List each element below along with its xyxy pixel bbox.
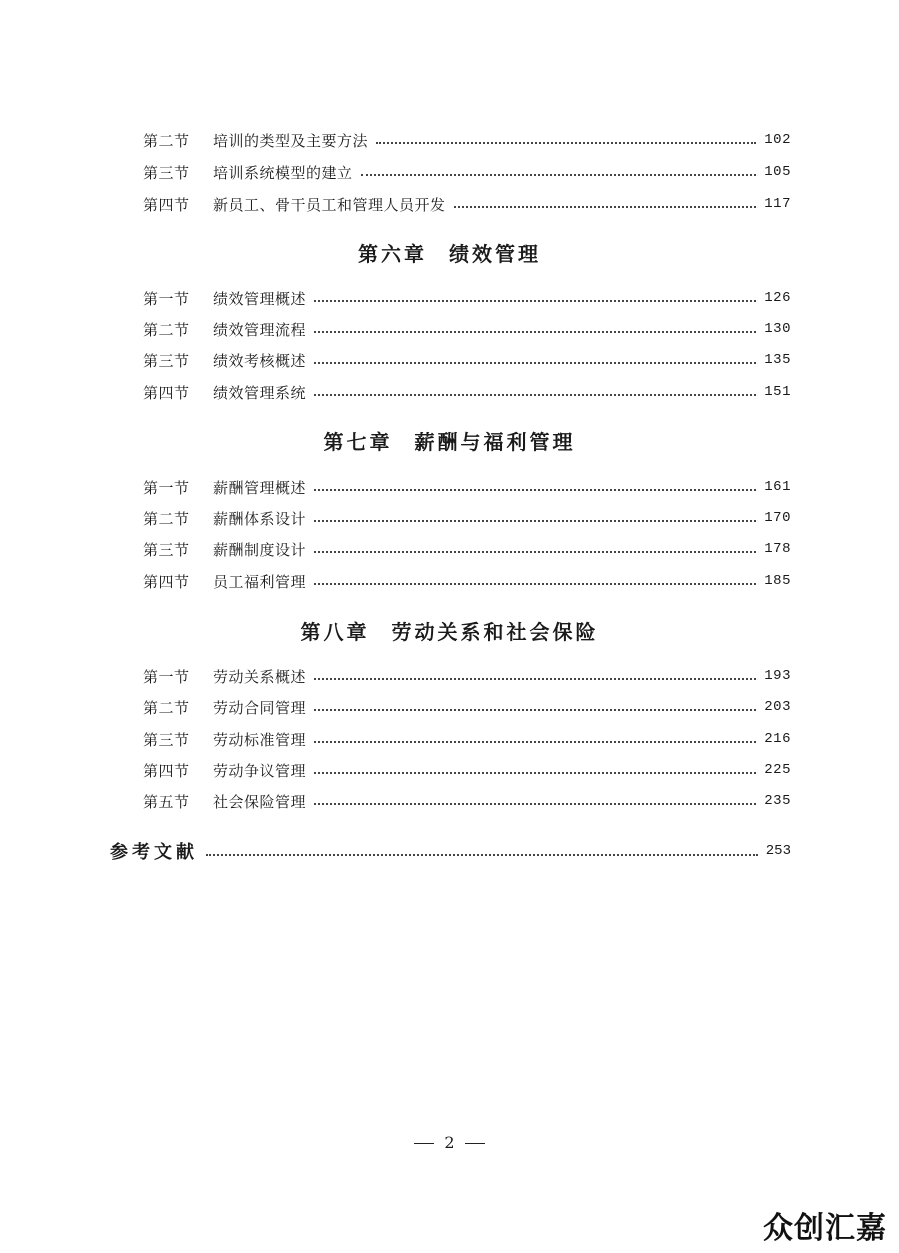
page-ref: 117 [764,196,791,212]
page-ref: 178 [764,541,791,557]
page-ref: 216 [764,731,791,747]
chapter-heading[interactable] [0,426,899,455]
toc-entry[interactable] [143,286,791,310]
toc-entry[interactable] [143,537,791,561]
chapter-title: 薪酬与福利管理 [414,430,576,454]
page-ref: 135 [764,352,791,368]
section-title: 培训的类型及主要方法 [213,131,369,150]
section-title: 劳动争议管理 [213,761,307,780]
section-title: 新员工、骨干员工和管理人员开发 [213,195,446,214]
toc-entry[interactable] [143,128,791,152]
page-ref: 151 [764,384,791,400]
toc-entry[interactable] [143,160,791,184]
dot-leader [314,707,756,711]
dot-leader [361,172,757,176]
section-title: 劳动合同管理 [213,698,307,717]
dot-leader [454,204,757,208]
page-ref: 225 [764,762,791,778]
section-number: 第二节 [143,698,190,717]
watermark-logo: 众创汇嘉 [763,1211,887,1246]
dot-leader [314,549,756,553]
toc-entry[interactable] [143,348,791,372]
page-ref: 185 [764,573,791,589]
page-ref: 126 [764,290,791,306]
page-ref: 170 [764,510,791,526]
section-title: 薪酬体系设计 [213,509,307,528]
toc-entry[interactable] [143,380,791,404]
dot-leader [314,739,756,743]
dot-leader [376,140,756,144]
section-number: 第三节 [143,730,190,749]
page-ref: 253 [765,843,791,859]
section-title: 绩效管理概述 [213,289,307,308]
section-title: 薪酬管理概述 [213,478,307,497]
section-number: 第五节 [143,792,190,811]
chapter-heading[interactable] [0,238,899,267]
section-number: 第一节 [143,289,190,308]
section-title: 员工福利管理 [213,572,307,591]
dot-leader [314,392,756,396]
page-ref: 102 [764,132,791,148]
dot-leader [206,852,758,856]
toc-entry[interactable] [143,475,791,499]
section-number: 第一节 [143,478,190,497]
section-number: 第二节 [143,509,190,528]
section-number: 第三节 [143,540,190,559]
toc-entry[interactable] [143,506,791,530]
section-number: 第四节 [143,572,190,591]
section-number: 第三节 [143,351,190,370]
dash-right [465,1143,485,1144]
section-number: 第三节 [143,163,190,182]
dot-leader [314,298,756,302]
toc-entry[interactable] [143,569,791,593]
section-number: 第四节 [143,383,190,402]
section-number: 第一节 [143,667,190,686]
page-number-value: 2 [444,1133,455,1152]
dot-leader [314,770,756,774]
toc-entry[interactable] [143,789,791,813]
toc-entry[interactable] [143,664,791,688]
references-entry[interactable] [110,838,791,864]
chapter-number: 第八章 [300,620,370,644]
page-number [0,1133,899,1152]
dot-leader [314,360,756,364]
chapter-number: 第七章 [323,430,393,454]
section-number: 第二节 [143,320,190,339]
toc-entry[interactable] [143,192,791,216]
page-ref: 105 [764,164,791,180]
section-number: 第二节 [143,131,190,150]
page-ref: 193 [764,668,791,684]
page-ref: 130 [764,321,791,337]
chapter-heading[interactable] [0,616,899,645]
toc-entry[interactable] [143,727,791,751]
section-number: 第四节 [143,761,190,780]
page-ref: 235 [764,793,791,809]
references-title: 参考文献 [110,842,198,863]
dot-leader [314,518,756,522]
section-title: 绩效管理流程 [213,320,307,339]
dot-leader [314,581,756,585]
chapter-number: 第六章 [358,242,427,266]
chapter-title: 绩效管理 [449,242,541,266]
section-title: 劳动关系概述 [213,667,307,686]
section-title: 绩效考核概述 [213,351,307,370]
section-title: 劳动标准管理 [213,730,307,749]
toc-entry[interactable] [143,758,791,782]
dash-left [414,1143,434,1144]
page-ref: 203 [764,699,791,715]
section-title: 绩效管理系统 [213,383,307,402]
dot-leader [314,801,756,805]
dot-leader [314,487,756,491]
dot-leader [314,329,756,333]
section-number: 第四节 [143,195,190,214]
section-title: 社会保险管理 [213,792,307,811]
page-ref: 161 [764,479,791,495]
section-title: 薪酬制度设计 [213,540,307,559]
chapter-title: 劳动关系和社会保险 [391,620,599,644]
toc-entry[interactable] [143,317,791,341]
toc-entry[interactable] [143,695,791,719]
dot-leader [314,676,756,680]
section-title: 培训系统模型的建立 [213,163,353,182]
